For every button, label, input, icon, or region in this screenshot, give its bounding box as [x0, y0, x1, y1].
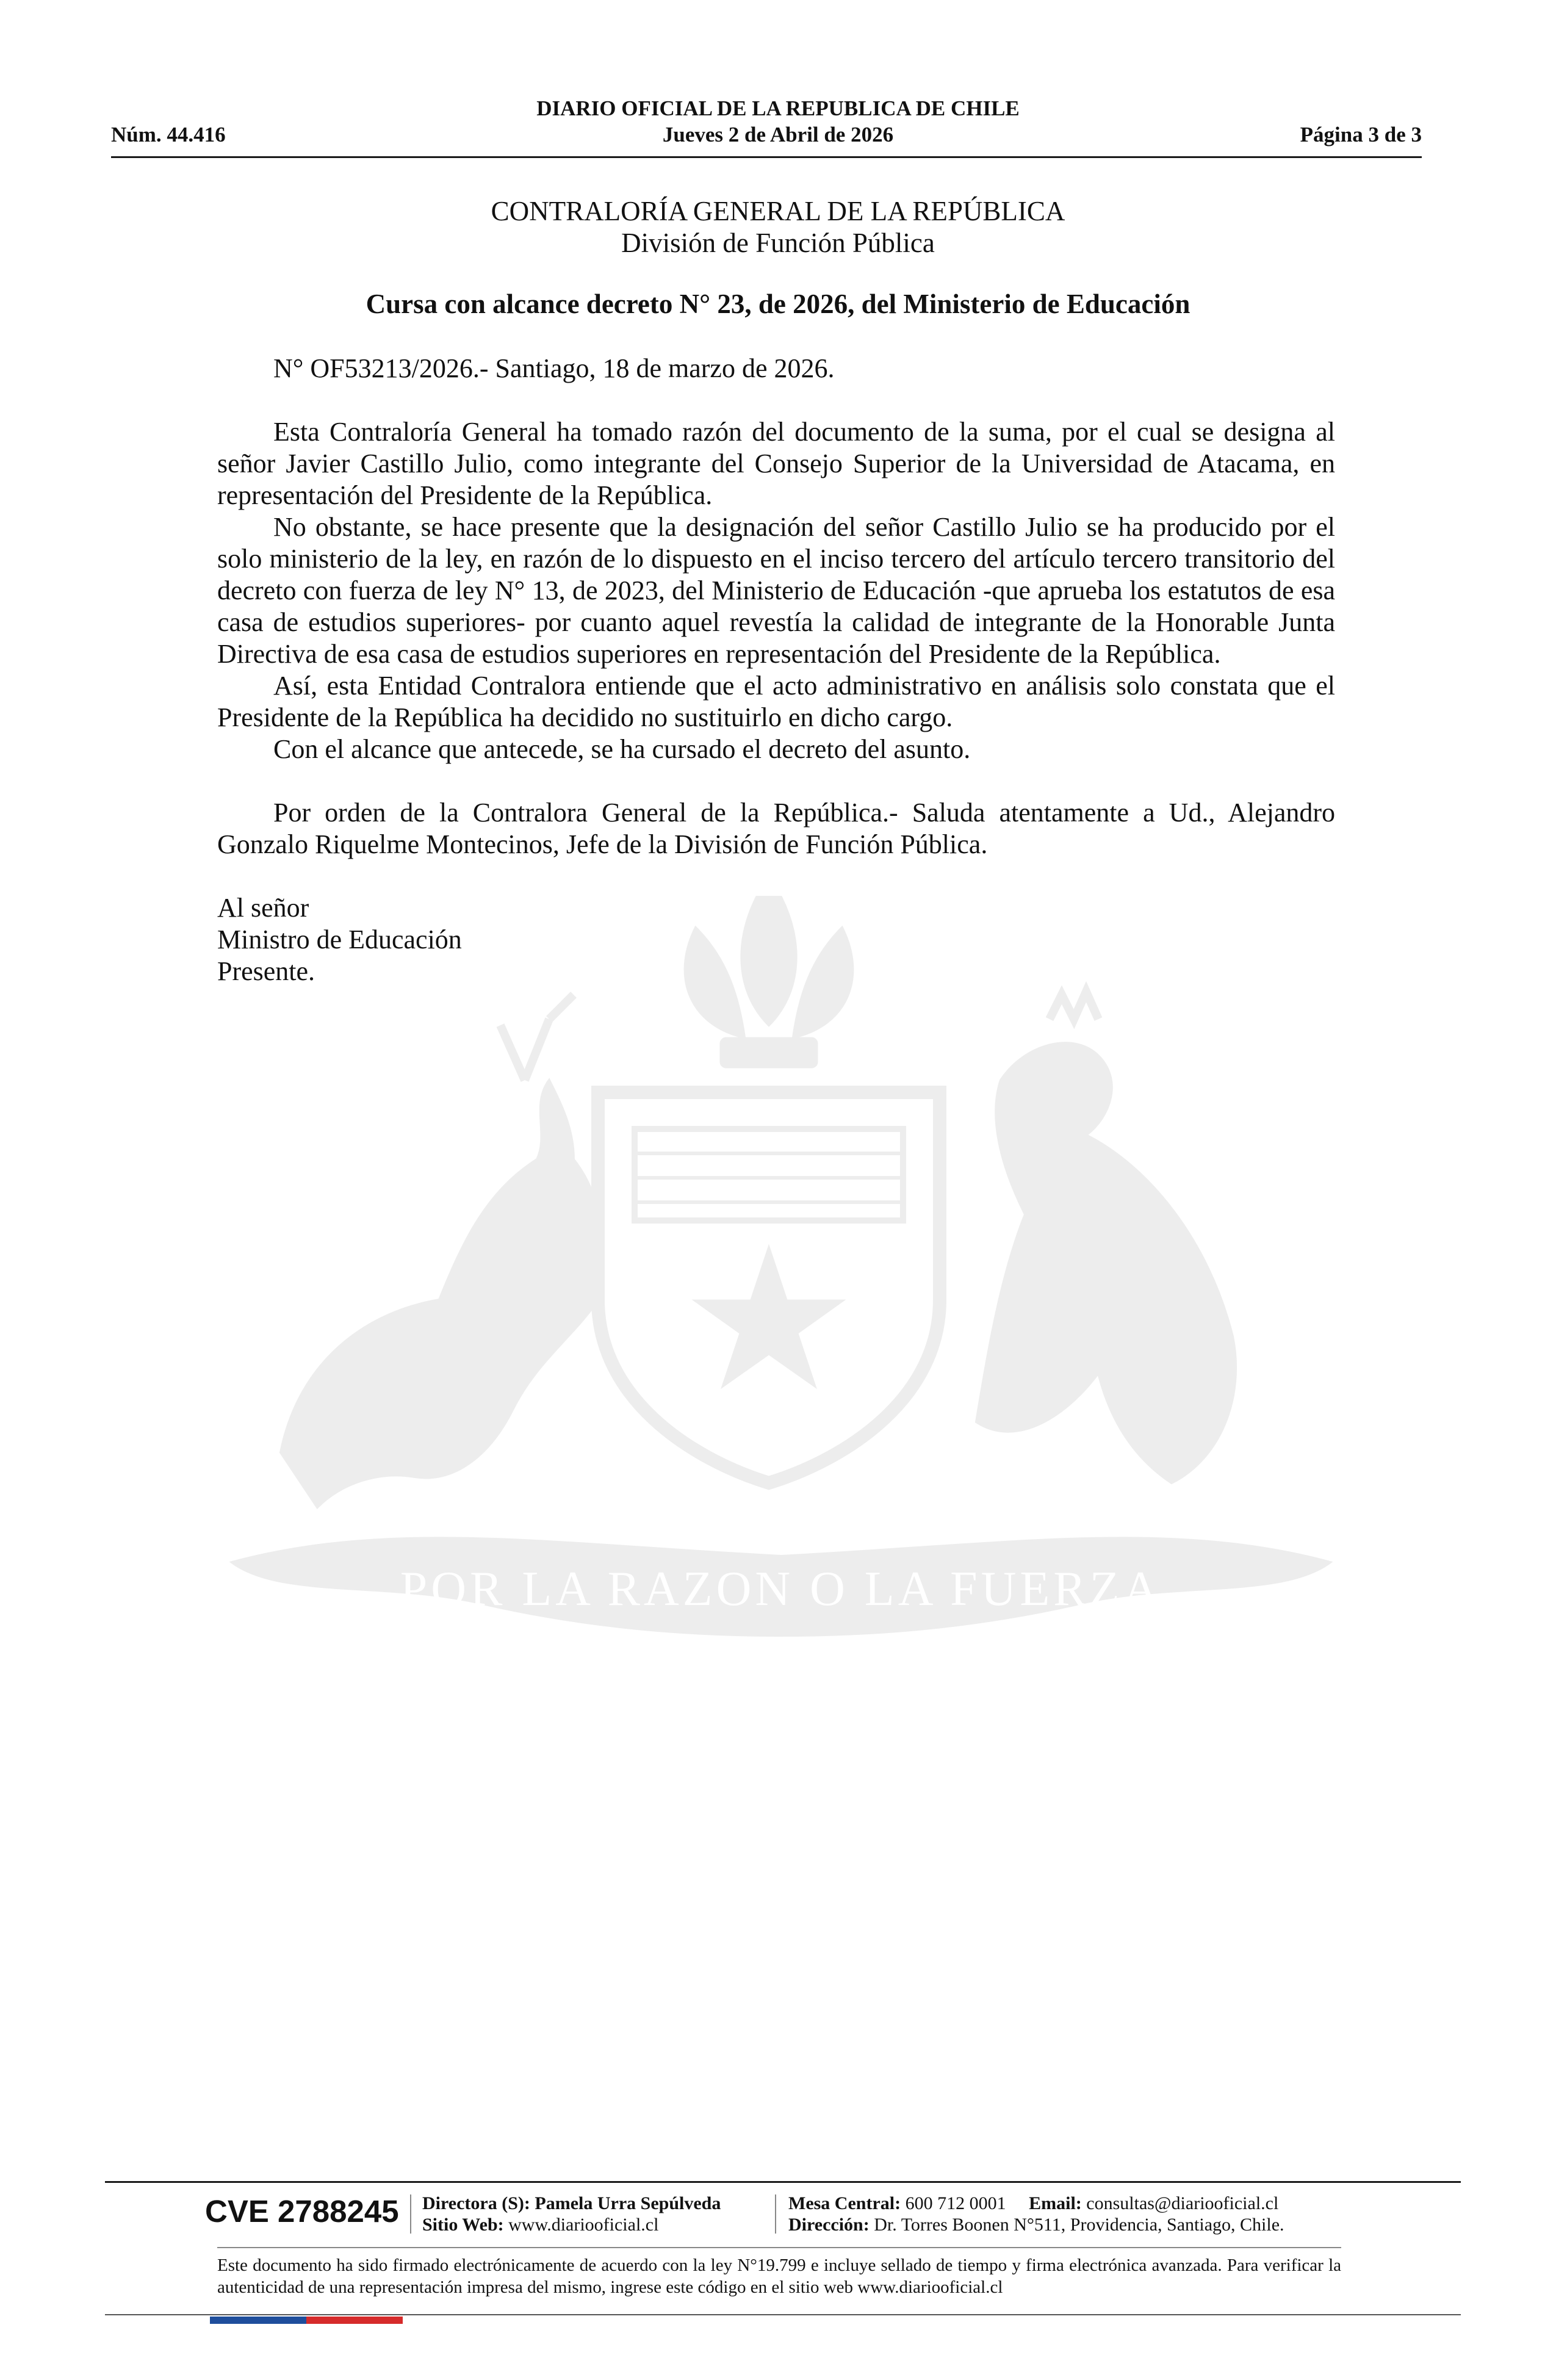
page-indicator: Página 3 de 3: [1300, 123, 1422, 146]
cve-code: CVE 2788245: [205, 2194, 399, 2229]
address-text: Dr. Torres Boonen N°511, Providencia, Santiago, Chile.: [874, 2215, 1284, 2235]
website-label: Sitio Web:: [422, 2215, 504, 2235]
document-reference: N° OF53213/2026.- Santiago, 18 de marzo de 2026.: [273, 353, 835, 383]
flag-stripe-blue: [210, 2317, 306, 2324]
issue-number: Núm. 44.416: [111, 123, 226, 146]
document-body: [217, 353, 1335, 987]
salutation-line: Presente.: [217, 956, 315, 986]
coat-of-arms-watermark-icon: [207, 873, 1355, 1678]
salutation-line: Al señor: [217, 893, 309, 923]
phone-number: 600 712 0001: [905, 2193, 1006, 2213]
salutation-line: Ministro de Educación: [217, 925, 462, 954]
document-heading: Cursa con alcance decreto N° 23, de 2026, del Ministerio de Educación: [366, 289, 1190, 319]
header-divider: [111, 156, 1422, 158]
footer-contacts-left: [422, 2193, 721, 2235]
email-label: Email:: [1029, 2193, 1082, 2213]
footer-separator: [775, 2194, 776, 2234]
email-link[interactable]: consultas@diariooficial.cl: [1086, 2193, 1279, 2213]
organization-name: CONTRALORÍA GENERAL DE LA REPÚBLICA: [491, 196, 1065, 226]
paragraph: Con el alcance que antecede, se ha cursado el decreto del asunto.: [273, 734, 971, 764]
paragraph: No obstante, se hace presente que la designación del señor Castillo Julio se ha producido por el solo ministerio de la ley, en razón de lo dispuesto en el inciso tercero del artículo tercero transitorio del decreto con fuerza de ley N° 13, de 2023, del Ministerio de Educación -que aprueba los estatutos de esa casa de estudios superiores- por cuanto aquel revestía la calidad de integrante de la Honorable Junta Directiva de esa casa de estudios superiores en representación del Presidente de la República.: [217, 512, 1335, 669]
footer-inner-divider: [217, 2247, 1341, 2248]
address-label: Dirección:: [788, 2215, 870, 2235]
director-label: Directora (S):: [422, 2193, 530, 2213]
salutation-block: [217, 892, 1335, 987]
director-name: Pamela Urra Sepúlveda: [535, 2193, 721, 2213]
footer-divider: [105, 2181, 1461, 2183]
flag-stripe-red: [306, 2317, 403, 2324]
phone-label: Mesa Central:: [788, 2193, 901, 2213]
footer-bottom-divider: [105, 2314, 1461, 2315]
signature-note: Este documento ha sido firmado electrónicamente de acuerdo con la ley N°19.799 e incluye sellado de tiempo y firma electrónica avanzada. Para verificar la autenticidad de una representación impresa del mismo, ingrese este código en el sitio web www.diariooficial.cl: [217, 2256, 1341, 2297]
organization-division: División de Función Pública: [621, 228, 935, 258]
issuing-organization: [0, 195, 1556, 259]
footer-contacts-right: [788, 2193, 1284, 2235]
closing-paragraph: Por orden de la Contralora General de la República.- Saluda atentamente a Ud., Alejandro Gonzalo Riquelme Montecinos, Jefe de la División de Función Pública.: [217, 798, 1335, 859]
footer-separator: [410, 2194, 411, 2234]
paragraph: Esta Contraloría General ha tomado razón del documento de la suma, por el cual se designa al señor Javier Castillo Julio, como integrante del Consejo Superior de la Universidad de Atacama, en representación del Presidente de la República.: [217, 417, 1335, 510]
website-link[interactable]: www.diariooficial.cl: [508, 2215, 659, 2235]
watermark-motto: POR LA RAZON O LA FUERZA: [400, 1562, 1162, 1616]
paragraph: Así, esta Entidad Contralora entiende que el acto administrativo en análisis solo constata que el Presidente de la República ha decidido no sustituirlo en dicho cargo.: [217, 671, 1335, 732]
issue-date: Jueves 2 de Abril de 2026: [662, 123, 894, 146]
newspaper-title: DIARIO OFICIAL DE LA REPUBLICA DE CHILE: [536, 96, 1020, 120]
